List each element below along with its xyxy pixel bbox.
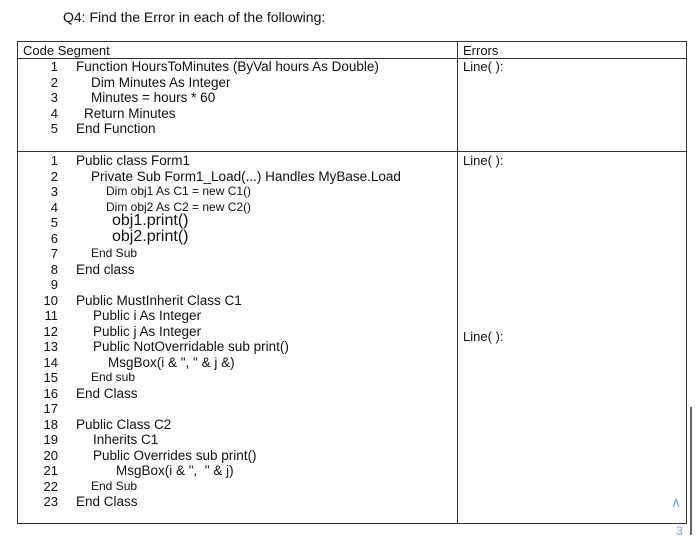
code-line: Public class Form1 xyxy=(76,153,191,168)
line-number: 4 xyxy=(50,199,58,215)
line-number: 10 xyxy=(43,292,58,308)
line-number: 13 xyxy=(43,339,58,354)
line-number: 7 xyxy=(50,246,58,261)
line-number: 1 xyxy=(50,153,58,168)
line-number: 20 xyxy=(43,447,58,463)
code-line: End Class xyxy=(76,385,138,401)
code-line: Public NotOverridable sub print() xyxy=(93,339,289,354)
error-answer-field: Line( ): xyxy=(463,153,504,168)
line-number: 1 xyxy=(50,59,58,74)
code-line: Private Sub Form1_Load(...) Handles MyBase.Load xyxy=(91,168,401,184)
code-line: MsgBox(i & ", " & j &) xyxy=(108,354,235,370)
code-line: Public Class C2 xyxy=(76,416,172,432)
line-number: 17 xyxy=(43,401,58,416)
code-line: Dim Minutes As Integer xyxy=(91,74,231,90)
code-line: obj2.print() xyxy=(112,228,189,245)
segment-divider xyxy=(18,151,686,152)
error-answer-field: Line( ): xyxy=(463,329,504,344)
code-line: Minutes = hours * 60 xyxy=(91,90,216,105)
code-line: Return Minutes xyxy=(84,105,176,121)
line-number: 3 xyxy=(50,90,58,105)
scrollbar[interactable] xyxy=(690,407,692,535)
code-line: Public j As Integer xyxy=(93,323,202,339)
code-error-table xyxy=(17,41,687,524)
line-number: 8 xyxy=(50,261,58,277)
code-line: Public Overrides sub print() xyxy=(93,447,257,463)
line-number: 23 xyxy=(43,494,58,509)
chevron-up-icon[interactable]: ∧ xyxy=(671,494,682,510)
error-answer-field: Line( ): xyxy=(463,59,504,74)
code-line: End Sub xyxy=(91,246,138,260)
line-number: 4 xyxy=(50,105,58,121)
line-number: 11 xyxy=(44,308,58,323)
page-number: 3 xyxy=(676,524,683,538)
code-line: End sub xyxy=(91,370,136,384)
header-code-segment: Code Segment xyxy=(23,43,110,58)
line-number: 16 xyxy=(43,385,58,401)
code-line: End Sub xyxy=(91,478,138,493)
code-line: End Class xyxy=(76,494,138,509)
header-errors: Errors xyxy=(463,43,499,58)
line-number: 2 xyxy=(50,168,58,184)
line-number: 5 xyxy=(50,121,58,136)
code-line: Dim obj2 As C2 = new C2() xyxy=(106,199,252,214)
line-number: 19 xyxy=(43,432,58,447)
line-number: 3 xyxy=(50,184,58,199)
line-number: 14 xyxy=(43,354,58,370)
code-line: MsgBox(i & ", " & j) xyxy=(116,463,234,478)
code-line: obj1.print() xyxy=(112,212,189,229)
code-line: Function HoursToMinutes (ByVal hours As Double) xyxy=(76,59,379,74)
column-divider xyxy=(457,42,458,523)
code-line: End class xyxy=(76,261,135,277)
question-title: Q4: Find the Error in each of the following: xyxy=(63,9,326,25)
code-line: Inherits C1 xyxy=(93,432,159,447)
line-number: 5 xyxy=(50,215,58,230)
code-line: Dim obj1 As C1 = new C1() xyxy=(106,184,252,198)
line-number: 22 xyxy=(43,478,58,494)
code-line: Public MustInherit Class C1 xyxy=(76,292,242,308)
code-line: End Function xyxy=(76,121,156,136)
line-number: 18 xyxy=(43,416,58,432)
line-number: 21 xyxy=(43,463,58,478)
line-number: 12 xyxy=(43,323,58,339)
line-number: 9 xyxy=(50,277,58,292)
line-number: 6 xyxy=(50,230,58,246)
code-line: Public i As Integer xyxy=(93,308,202,323)
line-number: 15 xyxy=(43,370,58,385)
line-number: 2 xyxy=(50,74,58,90)
